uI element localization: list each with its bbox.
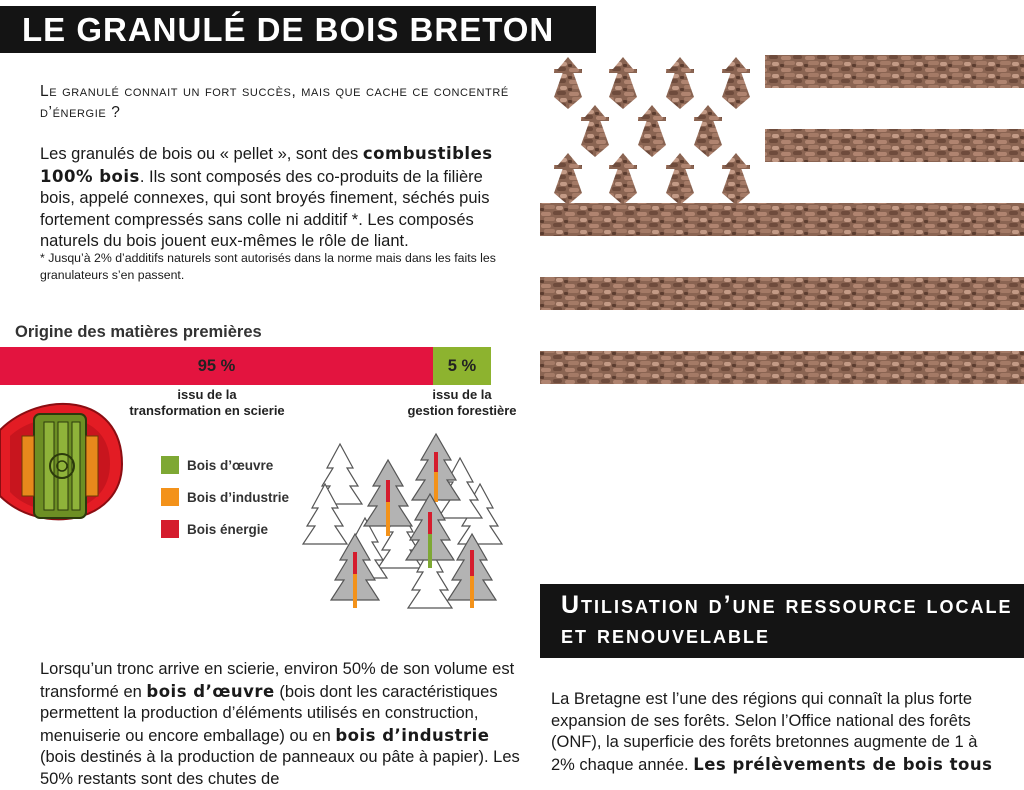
origin-title: Origine des matières premières bbox=[15, 323, 262, 341]
intro-bold: combustibles 100% bois bbox=[40, 144, 493, 186]
title-banner bbox=[0, 6, 596, 53]
legend-item-industrie bbox=[161, 488, 289, 506]
page-title: LE GRANULÉ DE BOIS BRETON bbox=[22, 11, 555, 48]
footnote: * Jusqu’à 2% d’additifs naturels sont autorisés dans la norme mais dans les faits les granulateurs s’en passent. bbox=[40, 251, 496, 282]
legend-label-energie: Bois énergie bbox=[187, 521, 269, 537]
resource-paragraph bbox=[551, 689, 1001, 776]
caption-forest bbox=[397, 387, 527, 419]
legend-label-industrie: Bois d’industrie bbox=[187, 489, 290, 505]
caption-forest-line1: issu de la bbox=[432, 387, 492, 402]
legend-item-oeuvre bbox=[161, 456, 273, 474]
legend-label-oeuvre: Bois d’œuvre bbox=[187, 457, 274, 473]
section-title-banner bbox=[540, 584, 1024, 658]
sawmill-bold-1: bois d’œuvre bbox=[146, 681, 275, 701]
bar-forest-label: 5 % bbox=[447, 356, 477, 375]
legend-item-energie bbox=[161, 520, 268, 538]
intro-lead: Le granulé connait un fort succès, mais que cache ce concentré d’énergie ? bbox=[40, 83, 509, 121]
bar-forest bbox=[433, 347, 491, 385]
resource-bold: Les prélèvements de bois tous bbox=[693, 754, 993, 774]
caption-forest-line2: gestion forestière bbox=[407, 403, 517, 418]
legend-swatch-orange bbox=[161, 488, 179, 506]
resource-text: La Bretagne est l’une des régions qui connaît la plus forte expansion de ses forêts. Selon l’Office national des forêts (ONF), la superficie des forêts bretonnes augmente de 1 à 2% chaque année. bbox=[551, 690, 978, 774]
sawmill-text-1: Lorsqu’un tronc arrive en scierie, environ 50% de son volume est transformé en bbox=[40, 660, 515, 701]
sawmill-text-3: (bois destinés à la production de panneaux ou pâte à papier). Les 50% restants sont des chutes de bbox=[40, 748, 520, 788]
legend-swatch-green bbox=[161, 456, 179, 474]
intro-text-2: . Ils sont composés des co-produits de la filière bois, appelé connexes, qui sont broyés finement, séchés puis fortement compressés sans colle ni additif *. Les composés naturels du bois jouent eux-mêmes le rôle de liant. bbox=[40, 167, 490, 250]
legend-swatch-red bbox=[161, 520, 179, 538]
intro-text-1: Les granulés de bois ou « pellet », sont des bbox=[40, 145, 363, 163]
bar-sawmill-label: 95 % bbox=[197, 356, 236, 375]
intro-paragraph bbox=[40, 143, 515, 253]
log-cross-section-icon bbox=[0, 396, 125, 531]
breton-flag-pellets-image bbox=[540, 55, 1024, 387]
section-title: Utilisation d’une ressource locale et renouvelable bbox=[561, 591, 1013, 649]
forest-trees-illustration bbox=[300, 432, 505, 612]
sawmill-text-2: (bois dont les caractéristiques permettent la production d’éléments utilisés en construction, menuiserie ou encore emballage) ou en bbox=[40, 682, 498, 745]
sawmill-paragraph bbox=[40, 659, 520, 790]
sawmill-bold-2: bois d’industrie bbox=[335, 725, 490, 745]
caption-sawmill bbox=[112, 387, 302, 419]
bar-sawmill bbox=[0, 347, 433, 385]
caption-sawmill-line1: issu de la bbox=[177, 387, 237, 402]
caption-sawmill-line2: transformation en scierie bbox=[129, 403, 285, 418]
